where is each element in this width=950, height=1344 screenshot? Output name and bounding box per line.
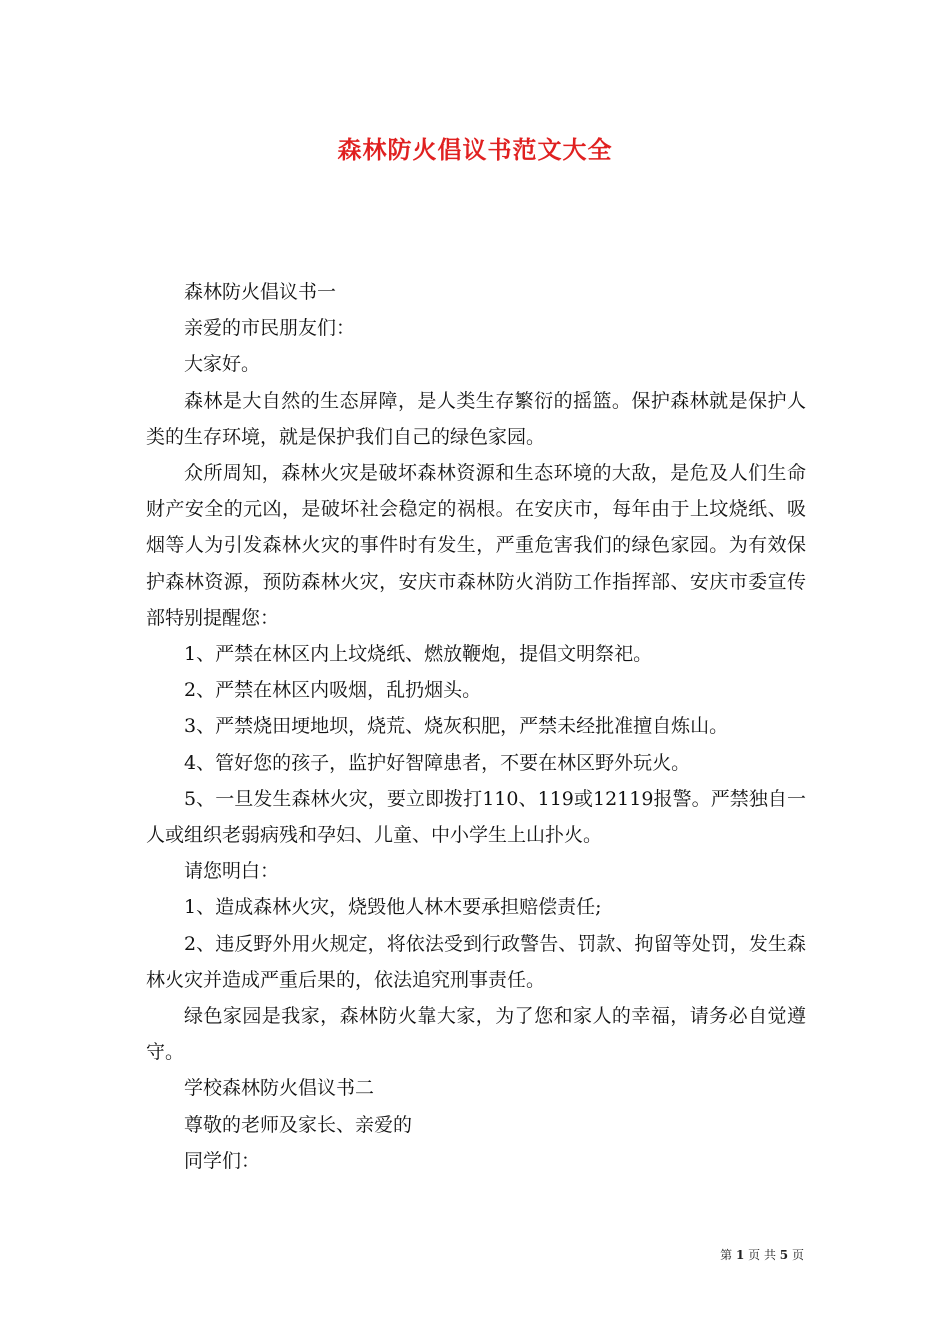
paragraph: 4、管好您的孩子，监护好智障患者，不要在林区野外玩火。 [184, 751, 691, 774]
document-body [146, 274, 806, 1179]
total-pages-number: 5 [779, 1248, 789, 1262]
paragraph: 请您明白： [184, 860, 280, 883]
paragraph: 尊敬的老师及家长、亲爱的 [184, 1113, 413, 1136]
paragraph: 5、一旦发生森林火灾，要立即拨打110、119或12119报警。严禁独自一人或组织老弱病残和孕妇、儿童、中小学生上山扑火。 [146, 787, 806, 847]
footer-middle: 页 共 [748, 1248, 776, 1262]
paragraph: 2、严禁在林区内吸烟，乱扔烟头。 [184, 679, 482, 702]
paragraph: 1、严禁在林区内上坟烧纸、燃放鞭炮，提倡文明祭祀。 [184, 643, 653, 666]
paragraph: 学校森林防火倡议书二 [184, 1077, 375, 1100]
paragraph: 森林是大自然的生态屏障，是人类生存繁衍的摇篮。保护森林就是保护人类的生存环境，就是保护我们自己的绿色家园。 [146, 389, 806, 448]
paragraph: 3、严禁烧田埂地坝，烧荒、烧灰积肥，严禁未经批准擅自炼山。 [184, 715, 729, 738]
paragraph: 大家好。 [184, 353, 261, 376]
document-title: 森林防火倡议书范文大全 [337, 135, 613, 164]
paragraph: 1、造成森林火灾，烧毁他人林木要承担赔偿责任; [184, 896, 602, 919]
paragraph: 同学们： [184, 1149, 261, 1172]
paragraph: 森林防火倡议书一 [184, 281, 337, 303]
paragraph: 2、违反野外用火规定，将依法受到行政警告、罚款、拘留等处罚，发生森林火灾并造成严重后果的，依法追究刑事责任。 [146, 932, 806, 991]
footer-prefix: 第 [720, 1248, 733, 1262]
paragraph: 绿色家园是我家，森林防火靠大家，为了您和家人的幸福，请务必自觉遵守。 [146, 1005, 806, 1064]
footer-suffix: 页 [791, 1248, 804, 1262]
paragraph: 众所周知，森林火灾是破坏森林资源和生态环境的大敌，是危及人们生命财产安全的元凶，是破坏社会稳定的祸根。在安庆市，每年由于上坟烧纸、吸烟等人为引发森林火灾的事件时有发生，严重危害我们的绿色家园。为有效保护森林资源，预防森林火灾，安庆市森林防火消防工作指挥部、安庆市委宣传部特别提醒您： [146, 462, 806, 629]
paragraph: 亲爱的市民朋友们： [184, 317, 356, 340]
page-number-footer [720, 1246, 804, 1264]
current-page-number: 1 [735, 1248, 745, 1262]
